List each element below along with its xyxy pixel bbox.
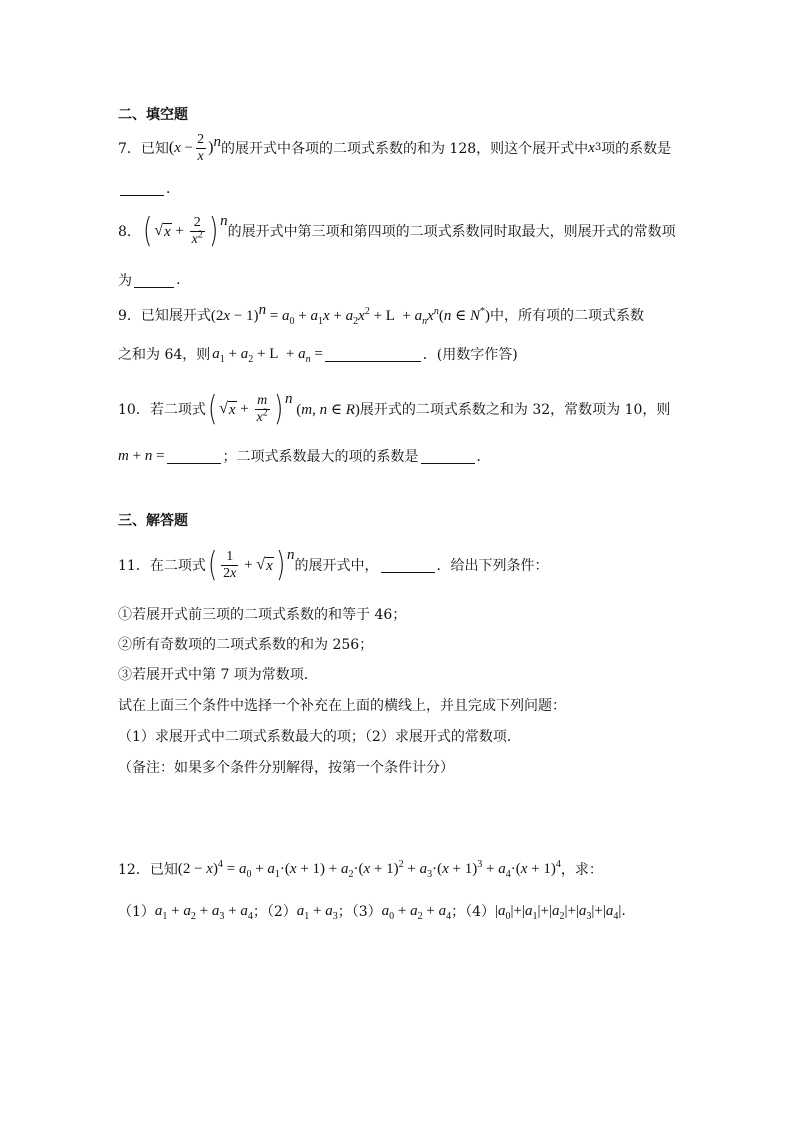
q11-condition-blank[interactable] bbox=[381, 558, 435, 573]
question-10: 10．若二项式 ( √ x + $\frac{m}{x^2}$ ) $^n$ (m, n ∈ R) 展开式的二项式系数之和为 32，常数项为 10，则 bbox=[118, 389, 671, 429]
q12-formula: $(2 - x)^4 = a_0 + a_1\cdot(x + 1) + a_2\cdot(x + 1)^2 + a_3\cdot(x + 1)^3 + a_4\cdot(x + 1)^4$ bbox=[177, 858, 561, 880]
question-12 bbox=[118, 856, 603, 882]
q7-answer-blank[interactable] bbox=[120, 181, 164, 196]
q7-text: 的展开式中各项的二项式系数的和为 128，则这个展开式中 bbox=[220, 141, 589, 157]
q10-number: 10．若二项式 bbox=[118, 402, 206, 418]
q12-part-1: （1） bbox=[118, 904, 155, 920]
q11-number: 11．在二项式 bbox=[118, 558, 206, 574]
q9-text: 中，所有项的二项式系数 bbox=[489, 308, 644, 324]
q8-answer-blank[interactable] bbox=[134, 273, 174, 288]
question-7: 7．已知 ( x − $\frac{2}{x}$ ) $^n$ 的展开式中各项的二项式系数的和为 128，则这个展开式中 x 3 项的系数是 bbox=[118, 131, 672, 164]
q9-number: 9．已知展开式 bbox=[118, 308, 211, 324]
q7-answer-line: ． bbox=[118, 178, 180, 198]
q9-formula: $(2x - 1)^n = a_0 + a_1x + a_2x^2 + L + a_nx^n(n$ ∈ N*) bbox=[210, 301, 490, 327]
q7-tail: 项的系数是 bbox=[601, 141, 672, 157]
q11-fraction: $\frac{1}{2x}$ bbox=[223, 548, 237, 581]
q11-condition-1: ①若展开式前三项的二项式系数的和等于 46； bbox=[118, 607, 407, 623]
q7-number: 7．已知 bbox=[118, 141, 169, 157]
q11-text: 的展开式中， bbox=[294, 558, 379, 574]
q7-formula: ( bbox=[168, 139, 175, 156]
q8-answer-line: 为 . bbox=[118, 272, 181, 289]
q9-answer-blank[interactable] bbox=[325, 347, 421, 362]
question-11: 11．在二项式 ( $\frac{1}{2x}$ + √ x ) $^n$ 的展开式中， ．给出下列条件： bbox=[118, 545, 549, 585]
q7-fraction: $\frac{2}{x}$ bbox=[197, 131, 205, 164]
q12-part-4: ；（4） bbox=[451, 904, 495, 920]
question-8: 8． ( √ x + $\frac{2}{x^2}$ ) $^n$ 的展开式中第三项和第四项的二项式系数同时取最大，则展开式的常数项 bbox=[118, 211, 676, 251]
q12-number: 12．已知 bbox=[118, 862, 178, 878]
q11-note: （备注：如果多个条件分别解得，按第一个条件计分） bbox=[118, 760, 454, 776]
q10-fraction: $\frac{m}{x^2}$ bbox=[256, 392, 268, 425]
q10-text: 展开式的二项式系数之和为 32，常数项为 10，则 bbox=[359, 402, 671, 418]
q12-parts: （1） $a_1 + a_2 + a_3 + a_4$ ；（2） $a_1 + a_3$ ；（3） $a_0 + a_2 + a_4$ ；（4） $|a_0|+|a_1|+|a_2|+|a_3|+|a_4|$ . bbox=[118, 902, 626, 922]
q10-blank-1[interactable] bbox=[167, 449, 221, 464]
q8-sqrt: √ x bbox=[154, 222, 171, 240]
q8-text: 的展开式中第三项和第四项的二项式系数同时取最大，则展开式的常数项 bbox=[227, 224, 676, 240]
question-9 bbox=[118, 302, 644, 328]
section-title-fill-in: 二、填空题 bbox=[118, 107, 188, 123]
q11-parts: （1）求展开式中二项式系数最大的项；（2）求展开式的常数项． bbox=[118, 729, 521, 745]
q10-line2: m + n = ；二项式系数最大的项的系数是 ． bbox=[118, 447, 491, 465]
q8-number: 8． bbox=[118, 224, 141, 240]
q7-x-term: x bbox=[588, 139, 595, 156]
q12-end: ，求： bbox=[560, 862, 603, 878]
q12-part-3: ；（3） bbox=[337, 904, 382, 920]
q11-instruction: 试在上面三个条件中选择一个补充在上面的横线上，并且完成下列问题： bbox=[118, 698, 566, 714]
q12-part-2: ；（2） bbox=[252, 904, 297, 920]
q10-blank-2[interactable] bbox=[421, 449, 475, 464]
q11-condition-3: ③若展开式中第 7 项为常数项． bbox=[118, 667, 318, 683]
section-title-solutions: 三、解答题 bbox=[118, 513, 188, 529]
q9-line2: 之和为 64，则 $a_1 + a_2 + L + a_n$ = ．(用数字作答) bbox=[118, 345, 518, 365]
q8-fraction: $\frac{2}{x^2}$ bbox=[191, 214, 203, 247]
q11-condition-2: ②所有奇数项的二项式系数的和为 256； bbox=[118, 637, 374, 653]
